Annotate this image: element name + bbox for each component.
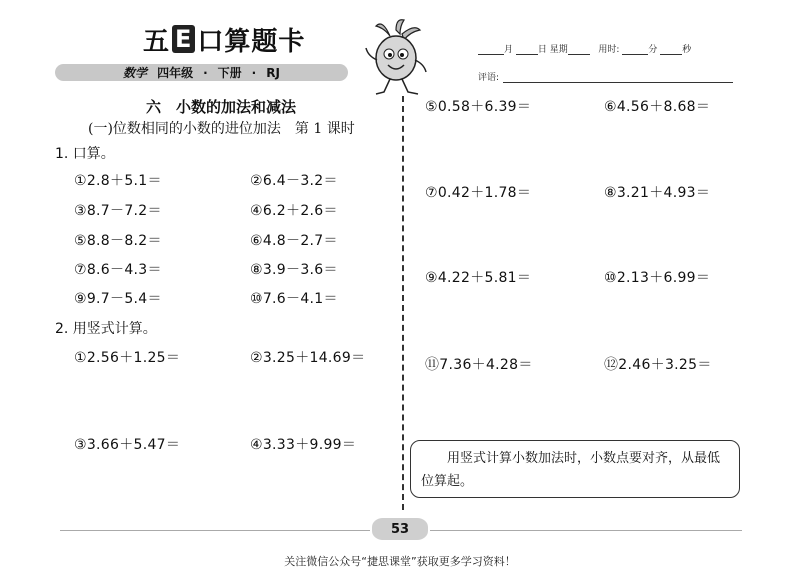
brand-suffix: 口算题卡: [197, 26, 306, 57]
list-item: ③3.66＋5.47＝: [74, 437, 181, 453]
list-item: ④3.33＋9.99＝: [250, 437, 357, 453]
grade-label: 四年级: [157, 66, 194, 80]
tip-text: 用竖式计算小数加法时，小数点要对齐，从最低位算起。: [421, 451, 721, 489]
separator-dot: ·: [203, 65, 208, 80]
footer-rule: [60, 530, 370, 531]
subject-label: 数学: [123, 66, 148, 80]
list-item: ⑨9.7－5.4＝: [74, 291, 162, 307]
brand-prefix: 五: [143, 26, 171, 57]
list-item: ②6.4－3.2＝: [250, 173, 338, 189]
list-item: ②3.25＋14.69＝: [250, 350, 366, 366]
page-number-badge: [372, 518, 428, 540]
lesson-title: (一)位数相同的小数的进位加法 第 1 课时: [88, 121, 355, 137]
brand-title: [143, 22, 305, 56]
list-item: ⑪7.36＋4.28＝: [425, 357, 533, 373]
list-item: ⑩2.13＋6.99＝: [604, 270, 711, 286]
list-item: ④6.2＋2.6＝: [250, 203, 338, 219]
list-item: ⑤0.58＋6.39＝: [425, 99, 532, 115]
tip-box: [410, 440, 740, 498]
list-item: ⑧3.9－3.6＝: [250, 262, 338, 278]
term-label: 下册: [217, 66, 242, 80]
list-item: ⑤8.8－8.2＝: [74, 233, 162, 249]
list-item: ⑦8.6－4.3＝: [74, 262, 162, 278]
list-item: ⑨4.22＋5.81＝: [425, 270, 532, 286]
subject-bar: [55, 64, 348, 81]
list-item: ①2.56＋1.25＝: [74, 350, 181, 366]
list-item: ⑥4.8－2.7＝: [250, 233, 338, 249]
list-item: ⑩7.6－4.1＝: [250, 291, 338, 307]
page-number: 53: [390, 521, 410, 537]
column-divider: [402, 96, 404, 510]
separator-dot: ·: [251, 65, 257, 80]
edition-label: RJ: [266, 65, 280, 80]
comment-line: 评语:: [478, 70, 733, 83]
radish-mascot-icon: [362, 18, 430, 100]
brand-letter: E: [172, 25, 195, 53]
list-item: ⑦0.42＋1.78＝: [425, 185, 532, 201]
question-2-label: 2. 用竖式计算。: [55, 321, 157, 337]
list-item: ③8.7－7.2＝: [74, 203, 162, 219]
list-item: ①2.8＋5.1＝: [74, 173, 162, 189]
list-item: ⑥4.56＋8.68＝: [604, 99, 711, 115]
unit-title: 六 小数的加法和减法: [146, 98, 297, 116]
list-item: ⑧3.21＋4.93＝: [604, 185, 711, 201]
question-1-label: 1. 口算。: [55, 146, 115, 162]
footer-note: 关注微信公众号“捷思课堂”获取更多学习资料！: [284, 555, 516, 568]
footer-rule: [430, 530, 742, 531]
list-item: ⑫2.46＋3.25＝: [604, 357, 712, 373]
date-time-line: 月 日 星期 用时: 分 秒: [478, 42, 691, 55]
